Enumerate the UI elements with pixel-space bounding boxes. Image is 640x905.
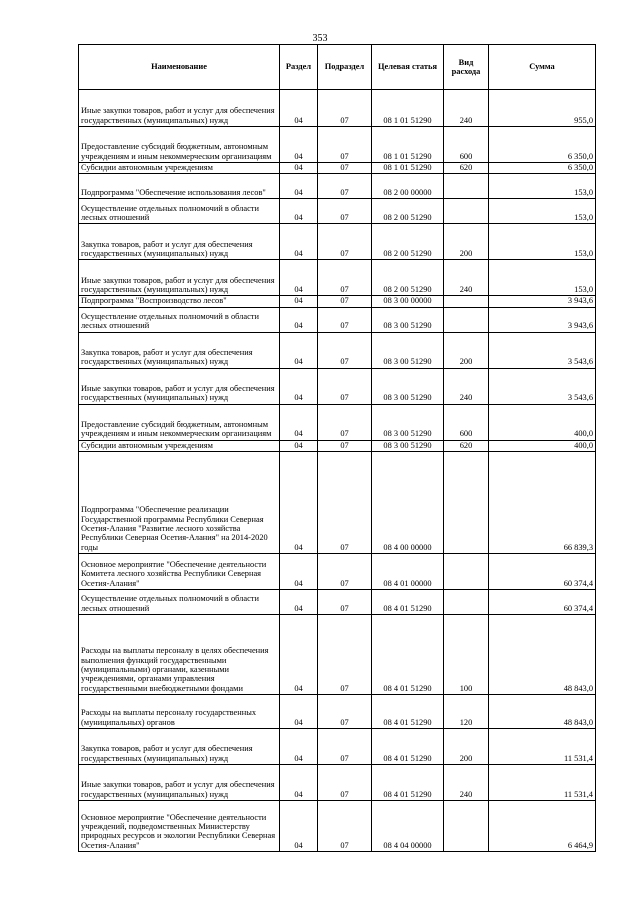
table-cell-name: Закупка товаров, работ и услуг для обеспечения государственных (муниципальных) нужд bbox=[79, 224, 280, 260]
table-cell-target: 08 4 01 00000 bbox=[372, 554, 444, 590]
table-row bbox=[79, 590, 596, 615]
table-row bbox=[79, 368, 596, 404]
table-cell-section: 04 bbox=[280, 695, 318, 729]
table-cell-type bbox=[444, 199, 489, 224]
budget-table bbox=[78, 44, 596, 852]
table-cell-name: Субсидии автономным учреждениям bbox=[79, 163, 280, 174]
table-row bbox=[79, 440, 596, 451]
table-cell-target: 08 4 01 51290 bbox=[372, 765, 444, 801]
table-cell-section: 04 bbox=[280, 404, 318, 440]
table-cell-target: 08 4 00 00000 bbox=[372, 452, 444, 554]
table-cell-target: 08 4 01 51290 bbox=[372, 729, 444, 765]
table-cell-name: Иные закупки товаров, работ и услуг для обеспечения государственных (муниципальных) нужд bbox=[79, 260, 280, 296]
table-cell-sum: 3 943,6 bbox=[489, 307, 596, 332]
table-cell-target: 08 2 00 51290 bbox=[372, 260, 444, 296]
table-cell-type bbox=[444, 452, 489, 554]
table-cell-target: 08 4 01 51290 bbox=[372, 615, 444, 695]
table-cell-sum: 66 839,3 bbox=[489, 452, 596, 554]
table-cell-name: Основное мероприятие "Обеспечение деятельности учреждений, подведомственных Министерству природных ресурсов и экологии Республики Северная Осетия-Алания" bbox=[79, 801, 280, 852]
table-cell-section: 04 bbox=[280, 224, 318, 260]
table-cell-section: 04 bbox=[280, 199, 318, 224]
table-cell-sum: 153,0 bbox=[489, 174, 596, 199]
table-cell-subsection: 07 bbox=[318, 801, 372, 852]
table-cell-subsection: 07 bbox=[318, 440, 372, 451]
table-cell-name: Осуществление отдельных полномочий в области лесных отношений bbox=[79, 199, 280, 224]
table-cell-sum: 3 943,6 bbox=[489, 296, 596, 307]
table-cell-name: Иные закупки товаров, работ и услуг для обеспечения государственных (муниципальных) нужд bbox=[79, 90, 280, 127]
table-cell-name: Иные закупки товаров, работ и услуг для обеспечения государственных (муниципальных) нужд bbox=[79, 765, 280, 801]
table-cell-subsection: 07 bbox=[318, 307, 372, 332]
table-cell-sum: 60 374,4 bbox=[489, 554, 596, 590]
table-cell-sum: 153,0 bbox=[489, 224, 596, 260]
table-cell-subsection: 07 bbox=[318, 695, 372, 729]
table-cell-target: 08 2 00 00000 bbox=[372, 174, 444, 199]
table-cell-sum: 3 543,6 bbox=[489, 368, 596, 404]
table-cell-section: 04 bbox=[280, 765, 318, 801]
table-row bbox=[79, 163, 596, 174]
table-cell-sum: 6 350,0 bbox=[489, 127, 596, 163]
table-cell-subsection: 07 bbox=[318, 260, 372, 296]
header-subsection: Подраздел bbox=[318, 45, 372, 90]
table-row bbox=[79, 224, 596, 260]
table-cell-subsection: 07 bbox=[318, 163, 372, 174]
table-cell-section: 04 bbox=[280, 90, 318, 127]
table-cell-subsection: 07 bbox=[318, 199, 372, 224]
table-cell-type: 240 bbox=[444, 368, 489, 404]
table-cell-subsection: 07 bbox=[318, 368, 372, 404]
table-cell-section: 04 bbox=[280, 368, 318, 404]
table-cell-type bbox=[444, 554, 489, 590]
table-cell-name: Подпрограмма "Воспроизводство лесов" bbox=[79, 296, 280, 307]
table-cell-sum: 48 843,0 bbox=[489, 695, 596, 729]
table-cell-section: 04 bbox=[280, 729, 318, 765]
table-cell-section: 04 bbox=[280, 260, 318, 296]
header-target: Целевая статья bbox=[372, 45, 444, 90]
table-cell-sum: 11 531,4 bbox=[489, 729, 596, 765]
table-cell-section: 04 bbox=[280, 332, 318, 368]
table-cell-name: Подпрограмма "Обеспечение реализации Государственной программы Республики Северная Осетия-Алания "Развитие лесного хозяйства Республики Северная Осетия-Алания" на 2014-2020 годы bbox=[79, 452, 280, 554]
table-cell-sum: 60 374,4 bbox=[489, 590, 596, 615]
table-cell-sum: 955,0 bbox=[489, 90, 596, 127]
table-cell-name: Осуществление отдельных полномочий в области лесных отношений bbox=[79, 590, 280, 615]
table-cell-section: 04 bbox=[280, 554, 318, 590]
table-row bbox=[79, 554, 596, 590]
table-cell-sum: 6 350,0 bbox=[489, 163, 596, 174]
table-row bbox=[79, 307, 596, 332]
table-cell-subsection: 07 bbox=[318, 174, 372, 199]
table-cell-subsection: 07 bbox=[318, 224, 372, 260]
table-cell-subsection: 07 bbox=[318, 90, 372, 127]
table-cell-section: 04 bbox=[280, 440, 318, 451]
table-cell-sum: 153,0 bbox=[489, 260, 596, 296]
table-cell-sum: 3 543,6 bbox=[489, 332, 596, 368]
table-cell-subsection: 07 bbox=[318, 332, 372, 368]
table-cell-section: 04 bbox=[280, 452, 318, 554]
table-cell-subsection: 07 bbox=[318, 729, 372, 765]
header-section: Раздел bbox=[280, 45, 318, 90]
table-cell-subsection: 07 bbox=[318, 590, 372, 615]
table-cell-target: 08 2 00 51290 bbox=[372, 199, 444, 224]
header-type: Вид расхода bbox=[444, 45, 489, 90]
table-row bbox=[79, 199, 596, 224]
table-cell-section: 04 bbox=[280, 296, 318, 307]
table-cell-type: 120 bbox=[444, 695, 489, 729]
table-row bbox=[79, 127, 596, 163]
table-cell-type: 200 bbox=[444, 224, 489, 260]
table-cell-subsection: 07 bbox=[318, 296, 372, 307]
table-cell-type: 600 bbox=[444, 127, 489, 163]
table-cell-type: 200 bbox=[444, 729, 489, 765]
table-cell-subsection: 07 bbox=[318, 615, 372, 695]
table-cell-name: Подпрограмма "Обеспечение использования лесов" bbox=[79, 174, 280, 199]
table-cell-sum: 400,0 bbox=[489, 440, 596, 451]
table-cell-name: Предоставление субсидий бюджетным, автономным учреждениям и иным некоммерческим организациям bbox=[79, 404, 280, 440]
table-row bbox=[79, 260, 596, 296]
table-cell-name: Закупка товаров, работ и услуг для обеспечения государственных (муниципальных) нужд bbox=[79, 729, 280, 765]
table-cell-target: 08 4 01 51290 bbox=[372, 695, 444, 729]
table-cell-type: 600 bbox=[444, 404, 489, 440]
table-cell-subsection: 07 bbox=[318, 127, 372, 163]
table-cell-name: Основное мероприятие "Обеспечение деятельности Комитета лесного хозяйства Республики Северная Осетия-Алания" bbox=[79, 554, 280, 590]
table-cell-type: 100 bbox=[444, 615, 489, 695]
table-cell-name: Осуществление отдельных полномочий в области лесных отношений bbox=[79, 307, 280, 332]
table-row bbox=[79, 332, 596, 368]
table-cell-subsection: 07 bbox=[318, 404, 372, 440]
table-cell-subsection: 07 bbox=[318, 554, 372, 590]
table-cell-sum: 153,0 bbox=[489, 199, 596, 224]
table-cell-type bbox=[444, 801, 489, 852]
table-cell-name: Иные закупки товаров, работ и услуг для обеспечения государственных (муниципальных) нужд bbox=[79, 368, 280, 404]
table-row bbox=[79, 404, 596, 440]
header-name: Наименование bbox=[79, 45, 280, 90]
table-cell-sum: 6 464,9 bbox=[489, 801, 596, 852]
table-row bbox=[79, 615, 596, 695]
table-cell-section: 04 bbox=[280, 590, 318, 615]
table-cell-target: 08 3 00 51290 bbox=[372, 404, 444, 440]
table-cell-target: 08 2 00 51290 bbox=[372, 224, 444, 260]
table-row bbox=[79, 90, 596, 127]
table-cell-section: 04 bbox=[280, 615, 318, 695]
table-cell-type bbox=[444, 174, 489, 199]
table-cell-subsection: 07 bbox=[318, 452, 372, 554]
table-cell-section: 04 bbox=[280, 127, 318, 163]
table-cell-type bbox=[444, 296, 489, 307]
table-cell-name: Субсидии автономным учреждениям bbox=[79, 440, 280, 451]
table-cell-section: 04 bbox=[280, 801, 318, 852]
table-cell-name: Расходы на выплаты персоналу в целях обеспечения выполнения функций государственными (муниципальными) органами, казенными учреждениями, органами управления государственными внебюджетными фондами bbox=[79, 615, 280, 695]
table-row bbox=[79, 765, 596, 801]
table-row bbox=[79, 729, 596, 765]
table-row bbox=[79, 452, 596, 554]
table-cell-target: 08 1 01 51290 bbox=[372, 127, 444, 163]
table-cell-subsection: 07 bbox=[318, 765, 372, 801]
table-row bbox=[79, 296, 596, 307]
table-cell-target: 08 3 00 51290 bbox=[372, 332, 444, 368]
table-cell-type: 200 bbox=[444, 332, 489, 368]
table-row bbox=[79, 801, 596, 852]
table-cell-target: 08 4 04 00000 bbox=[372, 801, 444, 852]
table-cell-name: Закупка товаров, работ и услуг для обеспечения государственных (муниципальных) нужд bbox=[79, 332, 280, 368]
table-cell-target: 08 3 00 51290 bbox=[372, 368, 444, 404]
table-cell-type bbox=[444, 307, 489, 332]
table-cell-target: 08 1 01 51290 bbox=[372, 163, 444, 174]
table-cell-target: 08 3 00 51290 bbox=[372, 307, 444, 332]
table-cell-target: 08 3 00 00000 bbox=[372, 296, 444, 307]
table-cell-type: 240 bbox=[444, 90, 489, 127]
table-cell-type: 620 bbox=[444, 440, 489, 451]
table-cell-target: 08 1 01 51290 bbox=[372, 90, 444, 127]
table-cell-sum: 48 843,0 bbox=[489, 615, 596, 695]
table-cell-target: 08 3 00 51290 bbox=[372, 440, 444, 451]
table-cell-type bbox=[444, 590, 489, 615]
table-cell-section: 04 bbox=[280, 163, 318, 174]
table-cell-sum: 400,0 bbox=[489, 404, 596, 440]
header-sum: Сумма bbox=[489, 45, 596, 90]
table-cell-section: 04 bbox=[280, 307, 318, 332]
table-cell-name: Предоставление субсидий бюджетным, автономным учреждениям и иным некоммерческим организациям bbox=[79, 127, 280, 163]
table-cell-target: 08 4 01 51290 bbox=[372, 590, 444, 615]
table-cell-type: 620 bbox=[444, 163, 489, 174]
table-row bbox=[79, 695, 596, 729]
table-cell-section: 04 bbox=[280, 174, 318, 199]
table-cell-type: 240 bbox=[444, 260, 489, 296]
table-cell-name: Расходы на выплаты персоналу государственных (муниципальных) органов bbox=[79, 695, 280, 729]
table-row bbox=[79, 174, 596, 199]
table-cell-type: 240 bbox=[444, 765, 489, 801]
table-cell-sum: 11 531,4 bbox=[489, 765, 596, 801]
page-number: 353 bbox=[312, 33, 328, 44]
table-header-row bbox=[79, 45, 596, 90]
